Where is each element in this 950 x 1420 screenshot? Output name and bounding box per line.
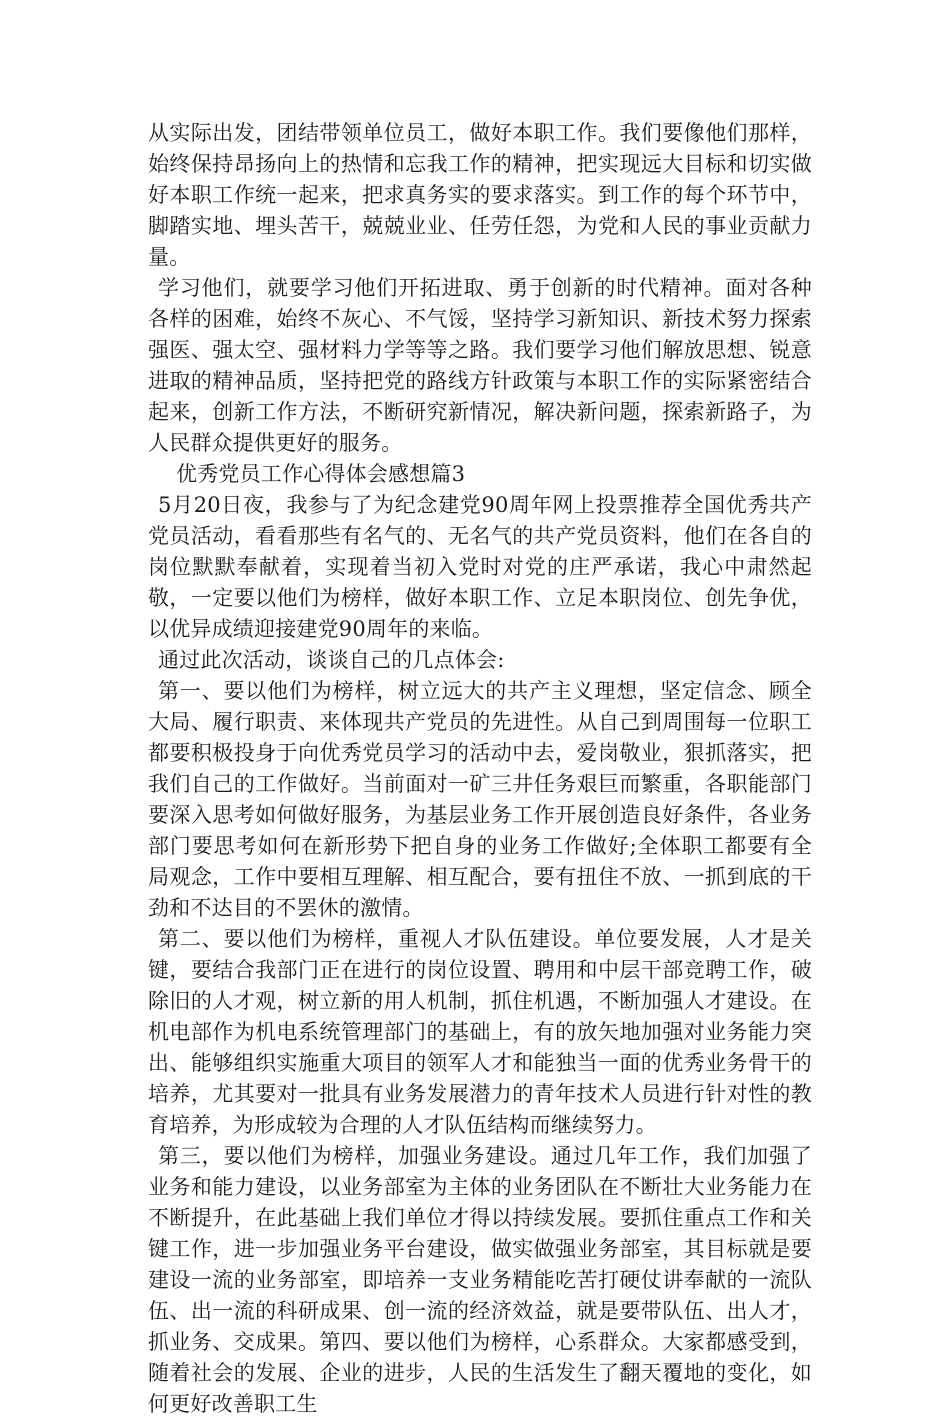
section-heading: 优秀党员工作心得体会感想篇3 xyxy=(176,462,466,486)
paragraph-innovation: 学习他们，就要学习他们开拓进取、勇于创新的时代精神。面对各种各样的困难，始终不灰心、不气馁，坚持学习新知识、新技术努力探索强医、强太空、强材料力学等等之路。我们要学习他们解放思想、锐意进取的精神品质，坚持把党的路线方针政策与本职工作的实际紧密结合起来，创新工作方法，不断研究新情况，解决新问题，探索新路子，为人民群众提供更好的服务。 xyxy=(148,276,812,455)
paragraph-point-one: 第一、要以他们为榜样，树立远大的共产主义理想，坚定信念、顾全大局、履行职责、来体现共产党员的先进性。从自己到周围每一位职工都要积极投身于向优秀党员学习的活动中去，爱岗敬业，狠抓落实，把我们自己的工作做好。当前面对一矿三井任务艰巨而繁重，各职能部门要深入思考如何做好服务，为基层业务工作开展创造良好条件，各业务部门要思考如何在新形势下把自身的业务工作做好;全体职工都要有全局观念，工作中要相互理解、相互配合，要有扭住不放、一抓到底的干劲和不达目的不罢休的激情。 xyxy=(148,679,812,920)
paragraph-intro: 从实际出发，团结带领单位员工，做好本职工作。我们要像他们那样，始终保持昂扬向上的热情和忘我工作的精神，把实现远大目标和切实做好本职工作统一起来，把求真务实的要求落实。到工作的每个环节中，脚踏实地、埋头苦干，兢兢业业、任劳任怨，为党和人民的事业贡献力量。 xyxy=(148,121,812,269)
paragraph-reflection-intro: 通过此次活动，谈谈自己的几点体会: xyxy=(158,648,505,672)
document-body xyxy=(148,118,812,1420)
paragraph-point-three: 第三，要以他们为榜样，加强业务建设。通过几年工作，我们加强了业务和能力建设，以业务部室为主体的业务团队在不断壮大业务能力在不断提升，在此基础上我们单位才得以持续发展。要抓住重点工作和关键工作，进一步加强业务平台建设，做实做强业务部室，其目标就是要建设一流的业务部室，即培养一支业务精能吃苦打硬仗讲奉献的一流队伍、出一流的科研成果、创一流的经济效益，就是要带队伍、出人才，抓业务、交成果。第四、要以他们为榜样，心系群众。大家都感受到，随着社会的发展、企业的进步，人民的生活发生了翻天覆地的变化，如何更好改善职工生 xyxy=(148,1144,812,1416)
paragraph-point-two: 第二、要以他们为榜样，重视人才队伍建设。单位要发展，人才是关键，要结合我部门正在进行的岗位设置、聘用和中层干部竞聘工作，破除旧的人才观，树立新的用人机制，抓住机遇，不断加强人才建设。在机电部作为机电系统管理部门的基础上，有的放矢地加强对业务能力突出、能够组织实施重大项目的领军人才和能独当一面的优秀业务骨干的培养，尤其要对一批具有业务发展潜力的青年技术人员进行针对性的教育培养，为形成较为合理的人才队伍结构而继续努力。 xyxy=(148,927,812,1137)
paragraph-may-20: 5月20日夜，我参与了为纪念建党90周年网上投票推荐全国优秀共产党员活动，看看那些有名气的、无名气的共产党员资料，他们在各自的岗位默默奉献着，实现着当初入党时对党的庄严承诺，我心中肃然起敬，一定要以他们为榜样，做好本职工作、立足本职岗位、创先争优，以优异成绩迎接建党90周年的来临。 xyxy=(148,493,812,641)
